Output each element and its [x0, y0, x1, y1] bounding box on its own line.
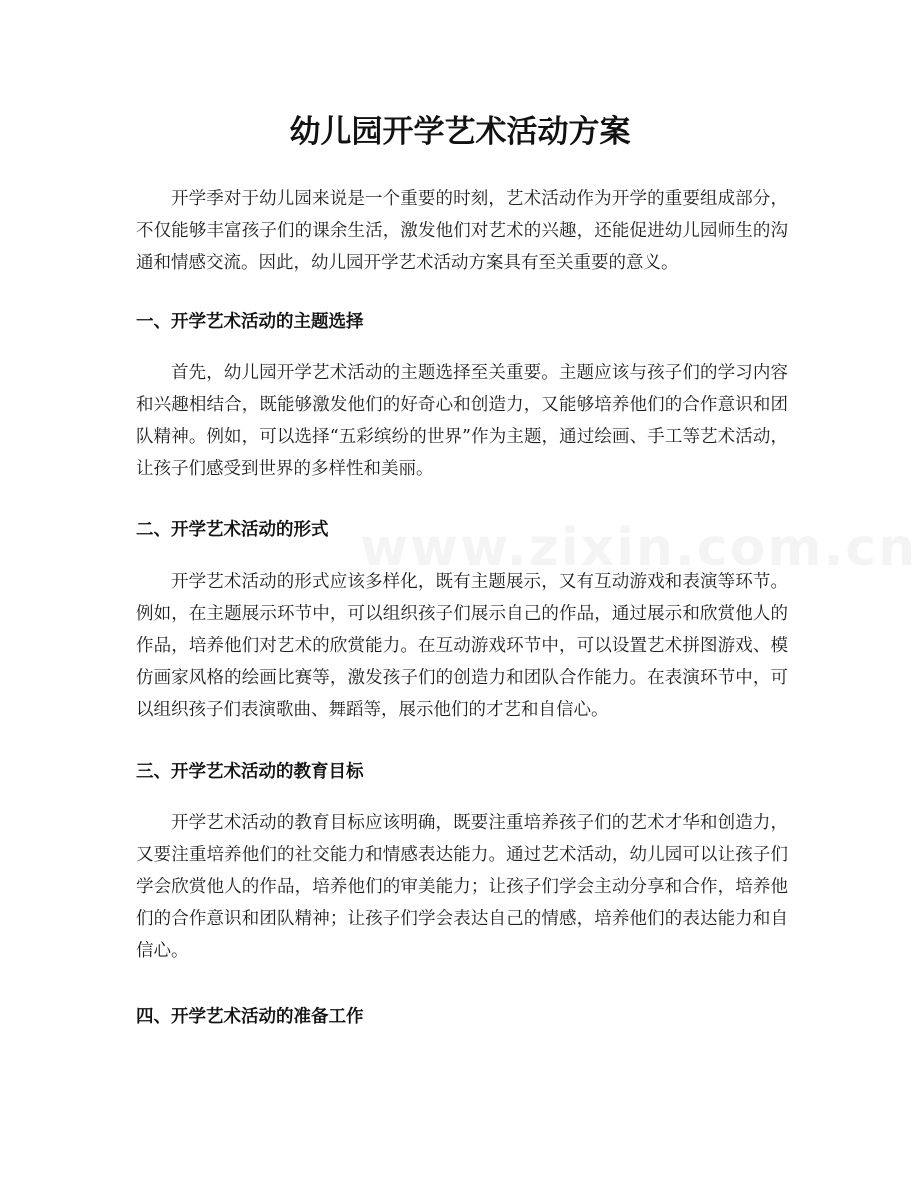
page-title: 幼儿园开学艺术活动方案 — [289, 114, 631, 150]
section-body-3: 开学艺术活动的教育目标应该明确，既要注重培养孩子们的艺术才华和创造力，又要注重培养他们的社交能力和情感表达能力。通过艺术活动，幼儿园可以让孩子们学会欣赏他人的作品，培养他们的审美能力；让孩子们学会主动分享和合作，培养他们的合作意识和团队精神；让孩子们学会表达自己的情感，培养他们的表达能力和自信心。 — [136, 813, 788, 961]
section-heading-3: 三、开学艺术活动的教育目标 — [136, 762, 364, 782]
intro-paragraph: 开学季对于幼儿园来说是一个重要的时刻，艺术活动作为开学的重要组成部分，不仅能够丰富孩子们的课余生活，激发他们对艺术的兴趣，还能促进幼儿园师生的沟通和情感交流。因此，幼儿园开学艺术活动方案具有至关重要的意义。 — [136, 189, 788, 273]
section-heading-2: 二、开学艺术活动的形式 — [136, 520, 329, 540]
section-heading-4: 四、开学艺术活动的准备工作 — [136, 1007, 364, 1027]
section-body-2: 开学艺术活动的形式应该多样化，既有主题展示，又有互动游戏和表演等环节。例如，在主题展示环节中，可以组织孩子们展示自己的作品，通过展示和欣赏他人的作品，培养他们对艺术的欣赏能力。在互动游戏环节中，可以设置艺术拼图游戏、模仿画家风格的绘画比赛等，激发孩子们的创造力和团队合作能力。在表演环节中，可以组织孩子们表演歌曲、舞蹈等，展示他们的才艺和自信心。 — [136, 572, 788, 720]
section-body-1: 首先，幼儿园开学艺术活动的主题选择至关重要。主题应该与孩子们的学习内容和兴趣相结合，既能够激发他们的好奇心和创造力，又能够培养他们的合作意识和团队精神。例如，可以选择“五彩缤纷的世界”作为主题，通过绘画、手工等艺术活动，让孩子们感受到世界的多样性和美丽。 — [136, 363, 788, 479]
section-heading-1: 一、开学艺术活动的主题选择 — [136, 312, 364, 332]
